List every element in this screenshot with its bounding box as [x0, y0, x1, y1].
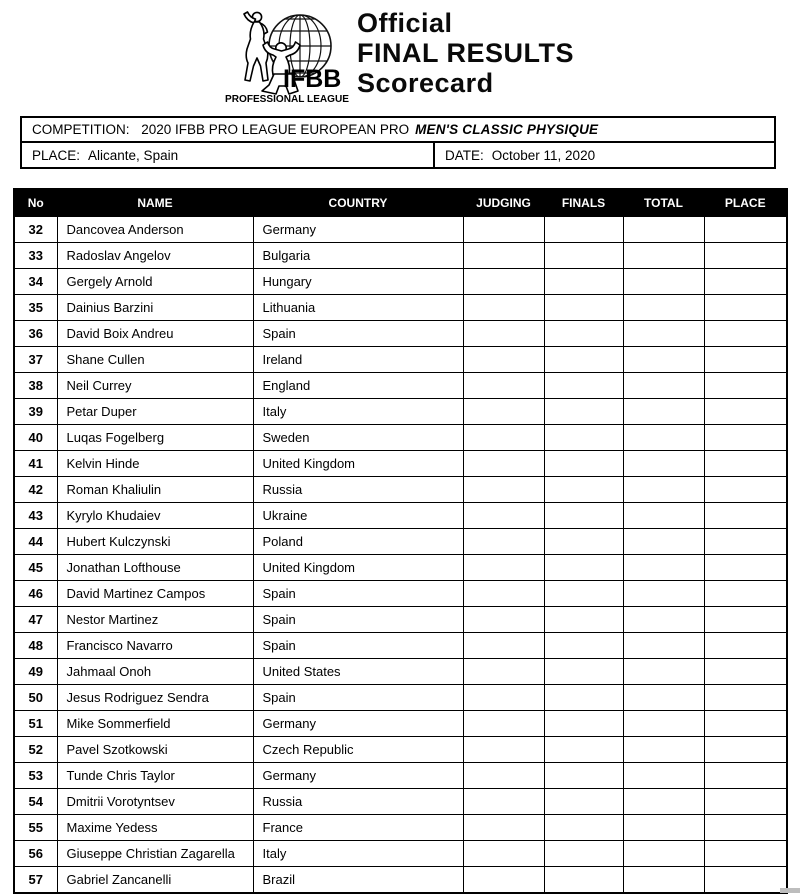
cell-final-place — [704, 711, 787, 737]
cell-judging-score — [463, 477, 544, 503]
table-row — [14, 633, 787, 659]
cell-competitor-country: Czech Republic — [253, 737, 463, 763]
table-row — [14, 685, 787, 711]
table-row — [14, 503, 787, 529]
cell-competitor-no: 38 — [14, 373, 57, 399]
cell-competitor-name: David Martinez Campos — [57, 581, 253, 607]
cell-judging-score — [463, 269, 544, 295]
cell-competitor-name: Jesus Rodriguez Sendra — [57, 685, 253, 711]
cell-competitor-name: Dainius Barzini — [57, 295, 253, 321]
cell-competitor-country: Bulgaria — [253, 243, 463, 269]
cell-total-score — [623, 321, 704, 347]
results-table-header-row — [14, 189, 787, 217]
cell-competitor-country: Spain — [253, 581, 463, 607]
cell-competitor-name: Pavel Szotkowski — [57, 737, 253, 763]
cell-competitor-name: Jahmaal Onoh — [57, 659, 253, 685]
cell-judging-score — [463, 815, 544, 841]
table-row — [14, 867, 787, 894]
table-row — [14, 763, 787, 789]
cell-competitor-name: Tunde Chris Taylor — [57, 763, 253, 789]
cell-finals-score — [544, 763, 623, 789]
cell-judging-score — [463, 607, 544, 633]
table-row — [14, 321, 787, 347]
place-cell — [22, 143, 435, 167]
cell-total-score — [623, 373, 704, 399]
cell-finals-score — [544, 425, 623, 451]
cell-judging-score — [463, 867, 544, 894]
cell-competitor-no: 33 — [14, 243, 57, 269]
cell-competitor-country: Sweden — [253, 425, 463, 451]
cell-final-place — [704, 321, 787, 347]
table-row — [14, 815, 787, 841]
cell-final-place — [704, 867, 787, 894]
cell-competitor-name: Hubert Kulczynski — [57, 529, 253, 555]
cell-competitor-no: 50 — [14, 685, 57, 711]
cell-judging-score — [463, 321, 544, 347]
cell-total-score — [623, 295, 704, 321]
cell-finals-score — [544, 529, 623, 555]
cell-finals-score — [544, 217, 623, 243]
cell-competitor-name: Nestor Martinez — [57, 607, 253, 633]
cell-final-place — [704, 217, 787, 243]
table-row — [14, 269, 787, 295]
cell-total-score — [623, 477, 704, 503]
cell-competitor-no: 42 — [14, 477, 57, 503]
cell-final-place — [704, 529, 787, 555]
cell-total-score — [623, 841, 704, 867]
cell-competitor-country: France — [253, 815, 463, 841]
results-table — [13, 188, 788, 894]
cell-total-score — [623, 685, 704, 711]
header-finals: FINALS — [544, 189, 623, 217]
cell-final-place — [704, 789, 787, 815]
cell-finals-score — [544, 243, 623, 269]
cell-competitor-country: Italy — [253, 841, 463, 867]
cell-total-score — [623, 269, 704, 295]
cell-judging-score — [463, 685, 544, 711]
cell-final-place — [704, 399, 787, 425]
date-value: October 11, 2020 — [491, 147, 596, 163]
cell-total-score — [623, 399, 704, 425]
cell-total-score — [623, 659, 704, 685]
table-row — [14, 373, 787, 399]
cell-judging-score — [463, 503, 544, 529]
cell-finals-score — [544, 581, 623, 607]
cell-finals-score — [544, 555, 623, 581]
cell-competitor-country: Russia — [253, 789, 463, 815]
cell-competitor-country: Hungary — [253, 269, 463, 295]
cell-total-score — [623, 529, 704, 555]
cell-final-place — [704, 243, 787, 269]
cell-competitor-name: Francisco Navarro — [57, 633, 253, 659]
table-row — [14, 711, 787, 737]
cell-judging-score — [463, 347, 544, 373]
ifbb-logo-graphic — [224, 6, 356, 106]
cell-competitor-name: Radoslav Angelov — [57, 243, 253, 269]
cell-judging-score — [463, 581, 544, 607]
cell-competitor-no: 35 — [14, 295, 57, 321]
competition-info-box — [20, 116, 776, 169]
cell-finals-score — [544, 295, 623, 321]
cell-finals-score — [544, 711, 623, 737]
table-row — [14, 789, 787, 815]
header-name: NAME — [57, 189, 253, 217]
cell-total-score — [623, 763, 704, 789]
cell-total-score — [623, 737, 704, 763]
cell-judging-score — [463, 451, 544, 477]
cell-total-score — [623, 451, 704, 477]
cell-competitor-country: Spain — [253, 607, 463, 633]
cell-final-place — [704, 737, 787, 763]
cell-competitor-no: 36 — [14, 321, 57, 347]
cell-competitor-country: Germany — [253, 763, 463, 789]
cell-judging-score — [463, 633, 544, 659]
cell-competitor-name: Shane Cullen — [57, 347, 253, 373]
cell-competitor-country: Poland — [253, 529, 463, 555]
table-row — [14, 607, 787, 633]
competition-value: 2020 IFBB PRO LEAGUE EUROPEAN PRO — [137, 122, 410, 137]
cell-finals-score — [544, 373, 623, 399]
cell-competitor-name: Gergely Arnold — [57, 269, 253, 295]
cell-competitor-country: Spain — [253, 685, 463, 711]
cell-competitor-country: Spain — [253, 633, 463, 659]
cell-competitor-no: 34 — [14, 269, 57, 295]
cell-competitor-no: 44 — [14, 529, 57, 555]
cell-competitor-name: Dmitrii Vorotyntsev — [57, 789, 253, 815]
title-line-scorecard: Scorecard — [357, 68, 494, 98]
ifbb-wordmark: IFBB — [283, 65, 342, 93]
cell-final-place — [704, 633, 787, 659]
table-row — [14, 425, 787, 451]
cell-finals-score — [544, 503, 623, 529]
cell-final-place — [704, 451, 787, 477]
table-row — [14, 451, 787, 477]
table-row — [14, 295, 787, 321]
cell-finals-score — [544, 841, 623, 867]
cell-competitor-country: Germany — [253, 217, 463, 243]
cell-competitor-country: Spain — [253, 321, 463, 347]
cell-competitor-no: 52 — [14, 737, 57, 763]
cell-finals-score — [544, 321, 623, 347]
competition-division: MEN'S CLASSIC PHYSIQUE — [415, 122, 599, 137]
cell-finals-score — [544, 607, 623, 633]
cell-final-place — [704, 295, 787, 321]
cell-competitor-no: 41 — [14, 451, 57, 477]
cell-judging-score — [463, 243, 544, 269]
cell-total-score — [623, 789, 704, 815]
cell-competitor-name: Mike Sommerfield — [57, 711, 253, 737]
cell-competitor-no: 56 — [14, 841, 57, 867]
cell-competitor-name: Luqas Fogelberg — [57, 425, 253, 451]
header-place: PLACE — [704, 189, 787, 217]
cell-competitor-no: 48 — [14, 633, 57, 659]
cell-competitor-no: 32 — [14, 217, 57, 243]
cell-final-place — [704, 347, 787, 373]
cell-competitor-country: Italy — [253, 399, 463, 425]
cell-competitor-country: Germany — [253, 711, 463, 737]
table-row — [14, 555, 787, 581]
date-label: DATE: — [445, 147, 484, 163]
cell-judging-score — [463, 425, 544, 451]
cell-judging-score — [463, 217, 544, 243]
place-date-row — [22, 143, 774, 167]
cell-finals-score — [544, 789, 623, 815]
cell-judging-score — [463, 399, 544, 425]
cell-final-place — [704, 763, 787, 789]
cell-total-score — [623, 347, 704, 373]
cell-total-score — [623, 503, 704, 529]
competition-label: COMPETITION: — [32, 122, 130, 137]
cell-total-score — [623, 425, 704, 451]
cell-final-place — [704, 503, 787, 529]
cell-total-score — [623, 607, 704, 633]
cell-competitor-country: Ireland — [253, 347, 463, 373]
cell-total-score — [623, 867, 704, 894]
cell-competitor-country: United States — [253, 659, 463, 685]
cell-finals-score — [544, 399, 623, 425]
cell-finals-score — [544, 477, 623, 503]
header-total: TOTAL — [623, 189, 704, 217]
cell-competitor-no: 40 — [14, 425, 57, 451]
professional-league-text: PROFESSIONAL LEAGUE — [225, 93, 349, 105]
cell-final-place — [704, 269, 787, 295]
cell-judging-score — [463, 737, 544, 763]
cell-total-score — [623, 581, 704, 607]
table-row — [14, 581, 787, 607]
cell-total-score — [623, 243, 704, 269]
title-line-official: Official — [357, 8, 453, 38]
cell-judging-score — [463, 373, 544, 399]
cell-competitor-no: 45 — [14, 555, 57, 581]
cell-finals-score — [544, 867, 623, 894]
cell-final-place — [704, 425, 787, 451]
table-row — [14, 659, 787, 685]
cell-competitor-name: Jonathan Lofthouse — [57, 555, 253, 581]
table-row — [14, 243, 787, 269]
cell-competitor-name: Maxime Yedess — [57, 815, 253, 841]
cell-final-place — [704, 815, 787, 841]
scrollbar-fragment[interactable] — [780, 888, 800, 893]
table-row — [14, 529, 787, 555]
cell-finals-score — [544, 451, 623, 477]
cell-competitor-no: 37 — [14, 347, 57, 373]
cell-final-place — [704, 841, 787, 867]
table-row — [14, 399, 787, 425]
cell-competitor-name: Dancovea Anderson — [57, 217, 253, 243]
cell-competitor-name: Kyrylo Khudaiev — [57, 503, 253, 529]
cell-competitor-name: Neil Currey — [57, 373, 253, 399]
cell-competitor-name: Kelvin Hinde — [57, 451, 253, 477]
cell-judging-score — [463, 529, 544, 555]
cell-competitor-country: England — [253, 373, 463, 399]
cell-competitor-country: United Kingdom — [253, 555, 463, 581]
cell-competitor-no: 46 — [14, 581, 57, 607]
scorecard-title — [357, 8, 574, 98]
cell-competitor-no: 53 — [14, 763, 57, 789]
cell-competitor-name: Roman Khaliulin — [57, 477, 253, 503]
table-row — [14, 737, 787, 763]
ifbb-logo — [224, 6, 356, 106]
cell-final-place — [704, 581, 787, 607]
cell-final-place — [704, 607, 787, 633]
cell-competitor-country: Russia — [253, 477, 463, 503]
date-cell — [435, 143, 774, 167]
cell-total-score — [623, 555, 704, 581]
cell-judging-score — [463, 763, 544, 789]
table-row — [14, 347, 787, 373]
cell-competitor-name: Petar Duper — [57, 399, 253, 425]
cell-finals-score — [544, 737, 623, 763]
cell-competitor-no: 49 — [14, 659, 57, 685]
cell-final-place — [704, 685, 787, 711]
header-judging: JUDGING — [463, 189, 544, 217]
cell-competitor-country: Lithuania — [253, 295, 463, 321]
place-label: PLACE: — [32, 147, 81, 163]
table-row — [14, 841, 787, 867]
cell-finals-score — [544, 269, 623, 295]
cell-finals-score — [544, 659, 623, 685]
results-table-body — [14, 217, 787, 894]
cell-final-place — [704, 477, 787, 503]
cell-finals-score — [544, 815, 623, 841]
header-country: COUNTRY — [253, 189, 463, 217]
cell-finals-score — [544, 685, 623, 711]
cell-final-place — [704, 555, 787, 581]
cell-judging-score — [463, 711, 544, 737]
cell-competitor-no: 51 — [14, 711, 57, 737]
table-row — [14, 477, 787, 503]
cell-competitor-no: 43 — [14, 503, 57, 529]
place-value: Alicante, Spain — [88, 147, 179, 163]
cell-judging-score — [463, 295, 544, 321]
cell-competitor-no: 39 — [14, 399, 57, 425]
cell-finals-score — [544, 633, 623, 659]
header-no: No — [14, 189, 57, 217]
cell-competitor-name: Gabriel Zancanelli — [57, 867, 253, 894]
cell-competitor-country: United Kingdom — [253, 451, 463, 477]
cell-competitor-no: 57 — [14, 867, 57, 894]
cell-final-place — [704, 659, 787, 685]
cell-judging-score — [463, 841, 544, 867]
cell-competitor-name: David Boix Andreu — [57, 321, 253, 347]
cell-competitor-country: Ukraine — [253, 503, 463, 529]
cell-competitor-no: 55 — [14, 815, 57, 841]
cell-competitor-name: Giuseppe Christian Zagarella — [57, 841, 253, 867]
title-line-final-results: FINAL RESULTS — [357, 38, 575, 68]
cell-judging-score — [463, 555, 544, 581]
cell-competitor-no: 54 — [14, 789, 57, 815]
cell-total-score — [623, 217, 704, 243]
cell-finals-score — [544, 347, 623, 373]
cell-judging-score — [463, 789, 544, 815]
cell-total-score — [623, 711, 704, 737]
cell-judging-score — [463, 659, 544, 685]
cell-total-score — [623, 815, 704, 841]
cell-final-place — [704, 373, 787, 399]
table-row — [14, 217, 787, 243]
cell-total-score — [623, 633, 704, 659]
cell-competitor-no: 47 — [14, 607, 57, 633]
competition-row — [22, 118, 774, 143]
cell-competitor-country: Brazil — [253, 867, 463, 894]
